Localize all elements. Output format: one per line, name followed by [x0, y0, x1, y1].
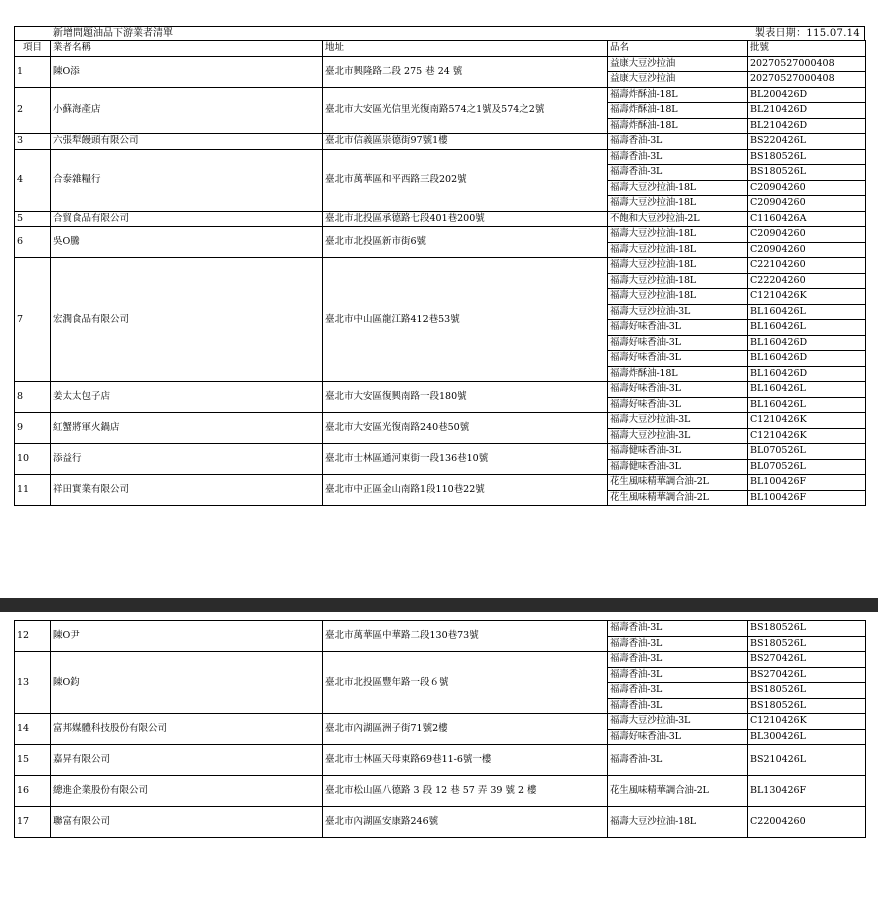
address: 臺北市士林區通河東街一段136巷10號: [323, 444, 608, 475]
product-name: 福壽炸酥油-18L: [608, 103, 748, 119]
product-name: 福壽大豆沙拉油-18L: [608, 289, 748, 305]
address: 臺北市大安區復興南路一段180號: [323, 382, 608, 413]
business-name: 紅蟹將軍火鍋店: [51, 413, 323, 444]
table-row: [15, 807, 866, 838]
product-name: 福壽好味香油-3L: [608, 382, 748, 398]
item-number: 14: [15, 714, 51, 745]
product-name: 福壽炸酥油-18L: [608, 87, 748, 103]
batch-number: BS180526L: [748, 683, 866, 699]
table-row: [15, 745, 866, 776]
business-name: 合泰雜糧行: [51, 149, 323, 211]
business-name: 吳O騰: [51, 227, 323, 258]
item-number: 12: [15, 621, 51, 652]
product-name: 福壽大豆沙拉油-18L: [608, 273, 748, 289]
header-no: 項目: [15, 41, 51, 57]
product-name: 福壽大豆沙拉油-3L: [608, 413, 748, 429]
product-name: 福壽大豆沙拉油-3L: [608, 428, 748, 444]
supplier-table-page-2: [14, 620, 866, 838]
business-name: 宏潤食品有限公司: [51, 258, 323, 382]
batch-number: C1210426K: [748, 714, 866, 730]
business-name: 小蘇海產店: [51, 87, 323, 134]
item-number: 17: [15, 807, 51, 838]
address: 臺北市萬華區和平西路三段202號: [323, 149, 608, 211]
batch-number: BL160426L: [748, 320, 866, 336]
item-number: 13: [15, 652, 51, 714]
item-number: 3: [15, 134, 51, 150]
item-number: 15: [15, 745, 51, 776]
item-number: 10: [15, 444, 51, 475]
table-row: [15, 776, 866, 807]
item-number: 5: [15, 211, 51, 227]
product-name: 福壽香油-3L: [608, 667, 748, 683]
product-name: 福壽香油-3L: [608, 621, 748, 637]
item-number: 11: [15, 475, 51, 506]
item-number: 1: [15, 56, 51, 87]
table-row: [15, 258, 866, 274]
product-name: 福壽大豆沙拉油-18L: [608, 227, 748, 243]
product-name: 花生風味精華調合油-2L: [608, 475, 748, 491]
batch-number: C22204260: [748, 273, 866, 289]
address: 臺北市松山區八德路 3 段 12 巷 57 弄 39 號 2 樓: [323, 776, 608, 807]
table-row: [15, 382, 866, 398]
batch-number: BL160426D: [748, 335, 866, 351]
batch-number: 20270527000408: [748, 56, 866, 72]
document-page-2: [0, 612, 878, 904]
product-name: 益康大豆沙拉油: [608, 56, 748, 72]
product-name: 福壽健味香油-3L: [608, 444, 748, 460]
batch-number: C1210426K: [748, 289, 866, 305]
product-name: 福壽大豆沙拉油-18L: [608, 258, 748, 274]
product-name: 福壽大豆沙拉油-18L: [608, 807, 748, 838]
address: 臺北市中山區龍江路412巷53號: [323, 258, 608, 382]
product-name: 福壽香油-3L: [608, 636, 748, 652]
title-row: [14, 26, 865, 41]
table-row: [15, 413, 866, 429]
batch-number: BL300426L: [748, 729, 866, 745]
product-name: 福壽香油-3L: [608, 165, 748, 181]
business-name: 總進企業股份有限公司: [51, 776, 323, 807]
product-name: 福壽好味香油-3L: [608, 335, 748, 351]
item-number: 16: [15, 776, 51, 807]
product-name: 不飽和大豆沙拉油-2L: [608, 211, 748, 227]
business-name: 祥田實業有限公司: [51, 475, 323, 506]
header-product: 品名: [608, 41, 748, 57]
item-number: 2: [15, 87, 51, 134]
table-body: [15, 56, 866, 506]
batch-number: BS270426L: [748, 652, 866, 668]
table-row: [15, 652, 866, 668]
product-name: 福壽好味香油-3L: [608, 351, 748, 367]
table-row: [15, 87, 866, 103]
page-separator: [0, 598, 878, 612]
batch-number: C22004260: [748, 807, 866, 838]
batch-number: BL070526L: [748, 444, 866, 460]
batch-number: BL160426L: [748, 304, 866, 320]
batch-number: BL070526L: [748, 459, 866, 475]
address: 臺北市北投區新市街6號: [323, 227, 608, 258]
product-name: 福壽香油-3L: [608, 745, 748, 776]
product-name: 花生風味精華調合油-2L: [608, 490, 748, 506]
batch-number: BS180526L: [748, 621, 866, 637]
item-number: 4: [15, 149, 51, 211]
document-title: 新增問題油品下游業者清單: [53, 28, 173, 39]
table-row: [15, 149, 866, 165]
product-name: 福壽香油-3L: [608, 134, 748, 150]
batch-number: C20904260: [748, 180, 866, 196]
table-row: [15, 475, 866, 491]
address: 臺北市士林區天母東路69巷11-6號一樓: [323, 745, 608, 776]
business-name: 添益行: [51, 444, 323, 475]
product-name: 福壽大豆沙拉油-3L: [608, 304, 748, 320]
batch-number: BL160426L: [748, 397, 866, 413]
batch-number: BL100426F: [748, 475, 866, 491]
batch-number: BL210426D: [748, 103, 866, 119]
batch-number: 20270527000408: [748, 72, 866, 88]
address: 臺北市大安區光信里光復南路574之1號及574之2號: [323, 87, 608, 134]
business-name: 聯富有限公司: [51, 807, 323, 838]
batch-number: C20904260: [748, 196, 866, 212]
header-row: [15, 41, 866, 57]
item-number: 7: [15, 258, 51, 382]
batch-number: BL160426D: [748, 351, 866, 367]
business-name: 陳O添: [51, 56, 323, 87]
business-name: 陳O鈞: [51, 652, 323, 714]
product-name: 福壽好味香油-3L: [608, 397, 748, 413]
address: 臺北市萬華區中華路二段130巷73號: [323, 621, 608, 652]
batch-number: BL210426D: [748, 118, 866, 134]
batch-number: BL200426D: [748, 87, 866, 103]
table-row: [15, 621, 866, 637]
address: 臺北市北投區豐年路一段６號: [323, 652, 608, 714]
product-name: 福壽大豆沙拉油-18L: [608, 242, 748, 258]
item-number: 9: [15, 413, 51, 444]
table-row: [15, 444, 866, 460]
business-name: 六張犁饅頭有限公司: [51, 134, 323, 150]
batch-number: BS180526L: [748, 149, 866, 165]
product-name: 福壽大豆沙拉油-18L: [608, 196, 748, 212]
batch-number: BS270426L: [748, 667, 866, 683]
supplier-table-page-1: [14, 40, 866, 506]
batch-number: BS180526L: [748, 698, 866, 714]
table-row: [15, 211, 866, 227]
product-name: 福壽好味香油-3L: [608, 729, 748, 745]
business-name: 嘉昇有限公司: [51, 745, 323, 776]
batch-number: BL160426D: [748, 366, 866, 382]
product-name: 福壽炸酥油-18L: [608, 118, 748, 134]
product-name: 福壽香油-3L: [608, 698, 748, 714]
product-name: 花生風味精華調合油-2L: [608, 776, 748, 807]
address: 臺北市信義區崇德街97號1樓: [323, 134, 608, 150]
batch-number: BL100426F: [748, 490, 866, 506]
address: 臺北市中正區金山南路1段110巷22號: [323, 475, 608, 506]
batch-number: C1210426K: [748, 428, 866, 444]
product-name: 福壽香油-3L: [608, 652, 748, 668]
product-name: 福壽炸酥油-18L: [608, 366, 748, 382]
business-name: 姜太太包子店: [51, 382, 323, 413]
batch-number: C20904260: [748, 242, 866, 258]
address: 臺北市內湖區洲子街71號2樓: [323, 714, 608, 745]
product-name: 福壽好味香油-3L: [608, 320, 748, 336]
product-name: 福壽香油-3L: [608, 149, 748, 165]
address: 臺北市內湖區安康路246號: [323, 807, 608, 838]
batch-number: C20904260: [748, 227, 866, 243]
header-name: 業者名稱: [51, 41, 323, 57]
table-row: [15, 56, 866, 72]
batch-number: BL130426F: [748, 776, 866, 807]
batch-number: C1210426K: [748, 413, 866, 429]
product-name: 益康大豆沙拉油: [608, 72, 748, 88]
business-name: 富邦媒體科技股份有限公司: [51, 714, 323, 745]
batch-number: BS180526L: [748, 636, 866, 652]
table-row: [15, 227, 866, 243]
table-body: [15, 621, 866, 838]
header-batch: 批號: [748, 41, 866, 57]
header-address: 地址: [323, 41, 608, 57]
batch-number: BS220426L: [748, 134, 866, 150]
item-number: 6: [15, 227, 51, 258]
table-row: [15, 134, 866, 150]
business-name: 陳O尹: [51, 621, 323, 652]
address: 臺北市大安區光復南路240巷50號: [323, 413, 608, 444]
batch-number: BL160426L: [748, 382, 866, 398]
product-name: 福壽大豆沙拉油-3L: [608, 714, 748, 730]
batch-number: C22104260: [748, 258, 866, 274]
table-row: [15, 714, 866, 730]
business-name: 合貿食品有限公司: [51, 211, 323, 227]
address: 臺北市北投區承德路七段401巷200號: [323, 211, 608, 227]
item-number: 8: [15, 382, 51, 413]
batch-number: BS210426L: [748, 745, 866, 776]
product-name: 福壽健味香油-3L: [608, 459, 748, 475]
product-name: 福壽香油-3L: [608, 683, 748, 699]
address: 臺北市興隆路二段 275 巷 24 號: [323, 56, 608, 87]
batch-number: C1160426A: [748, 211, 866, 227]
product-name: 福壽大豆沙拉油-18L: [608, 180, 748, 196]
batch-number: BS180526L: [748, 165, 866, 181]
report-date: 製表日期：115.07.14: [754, 28, 860, 39]
